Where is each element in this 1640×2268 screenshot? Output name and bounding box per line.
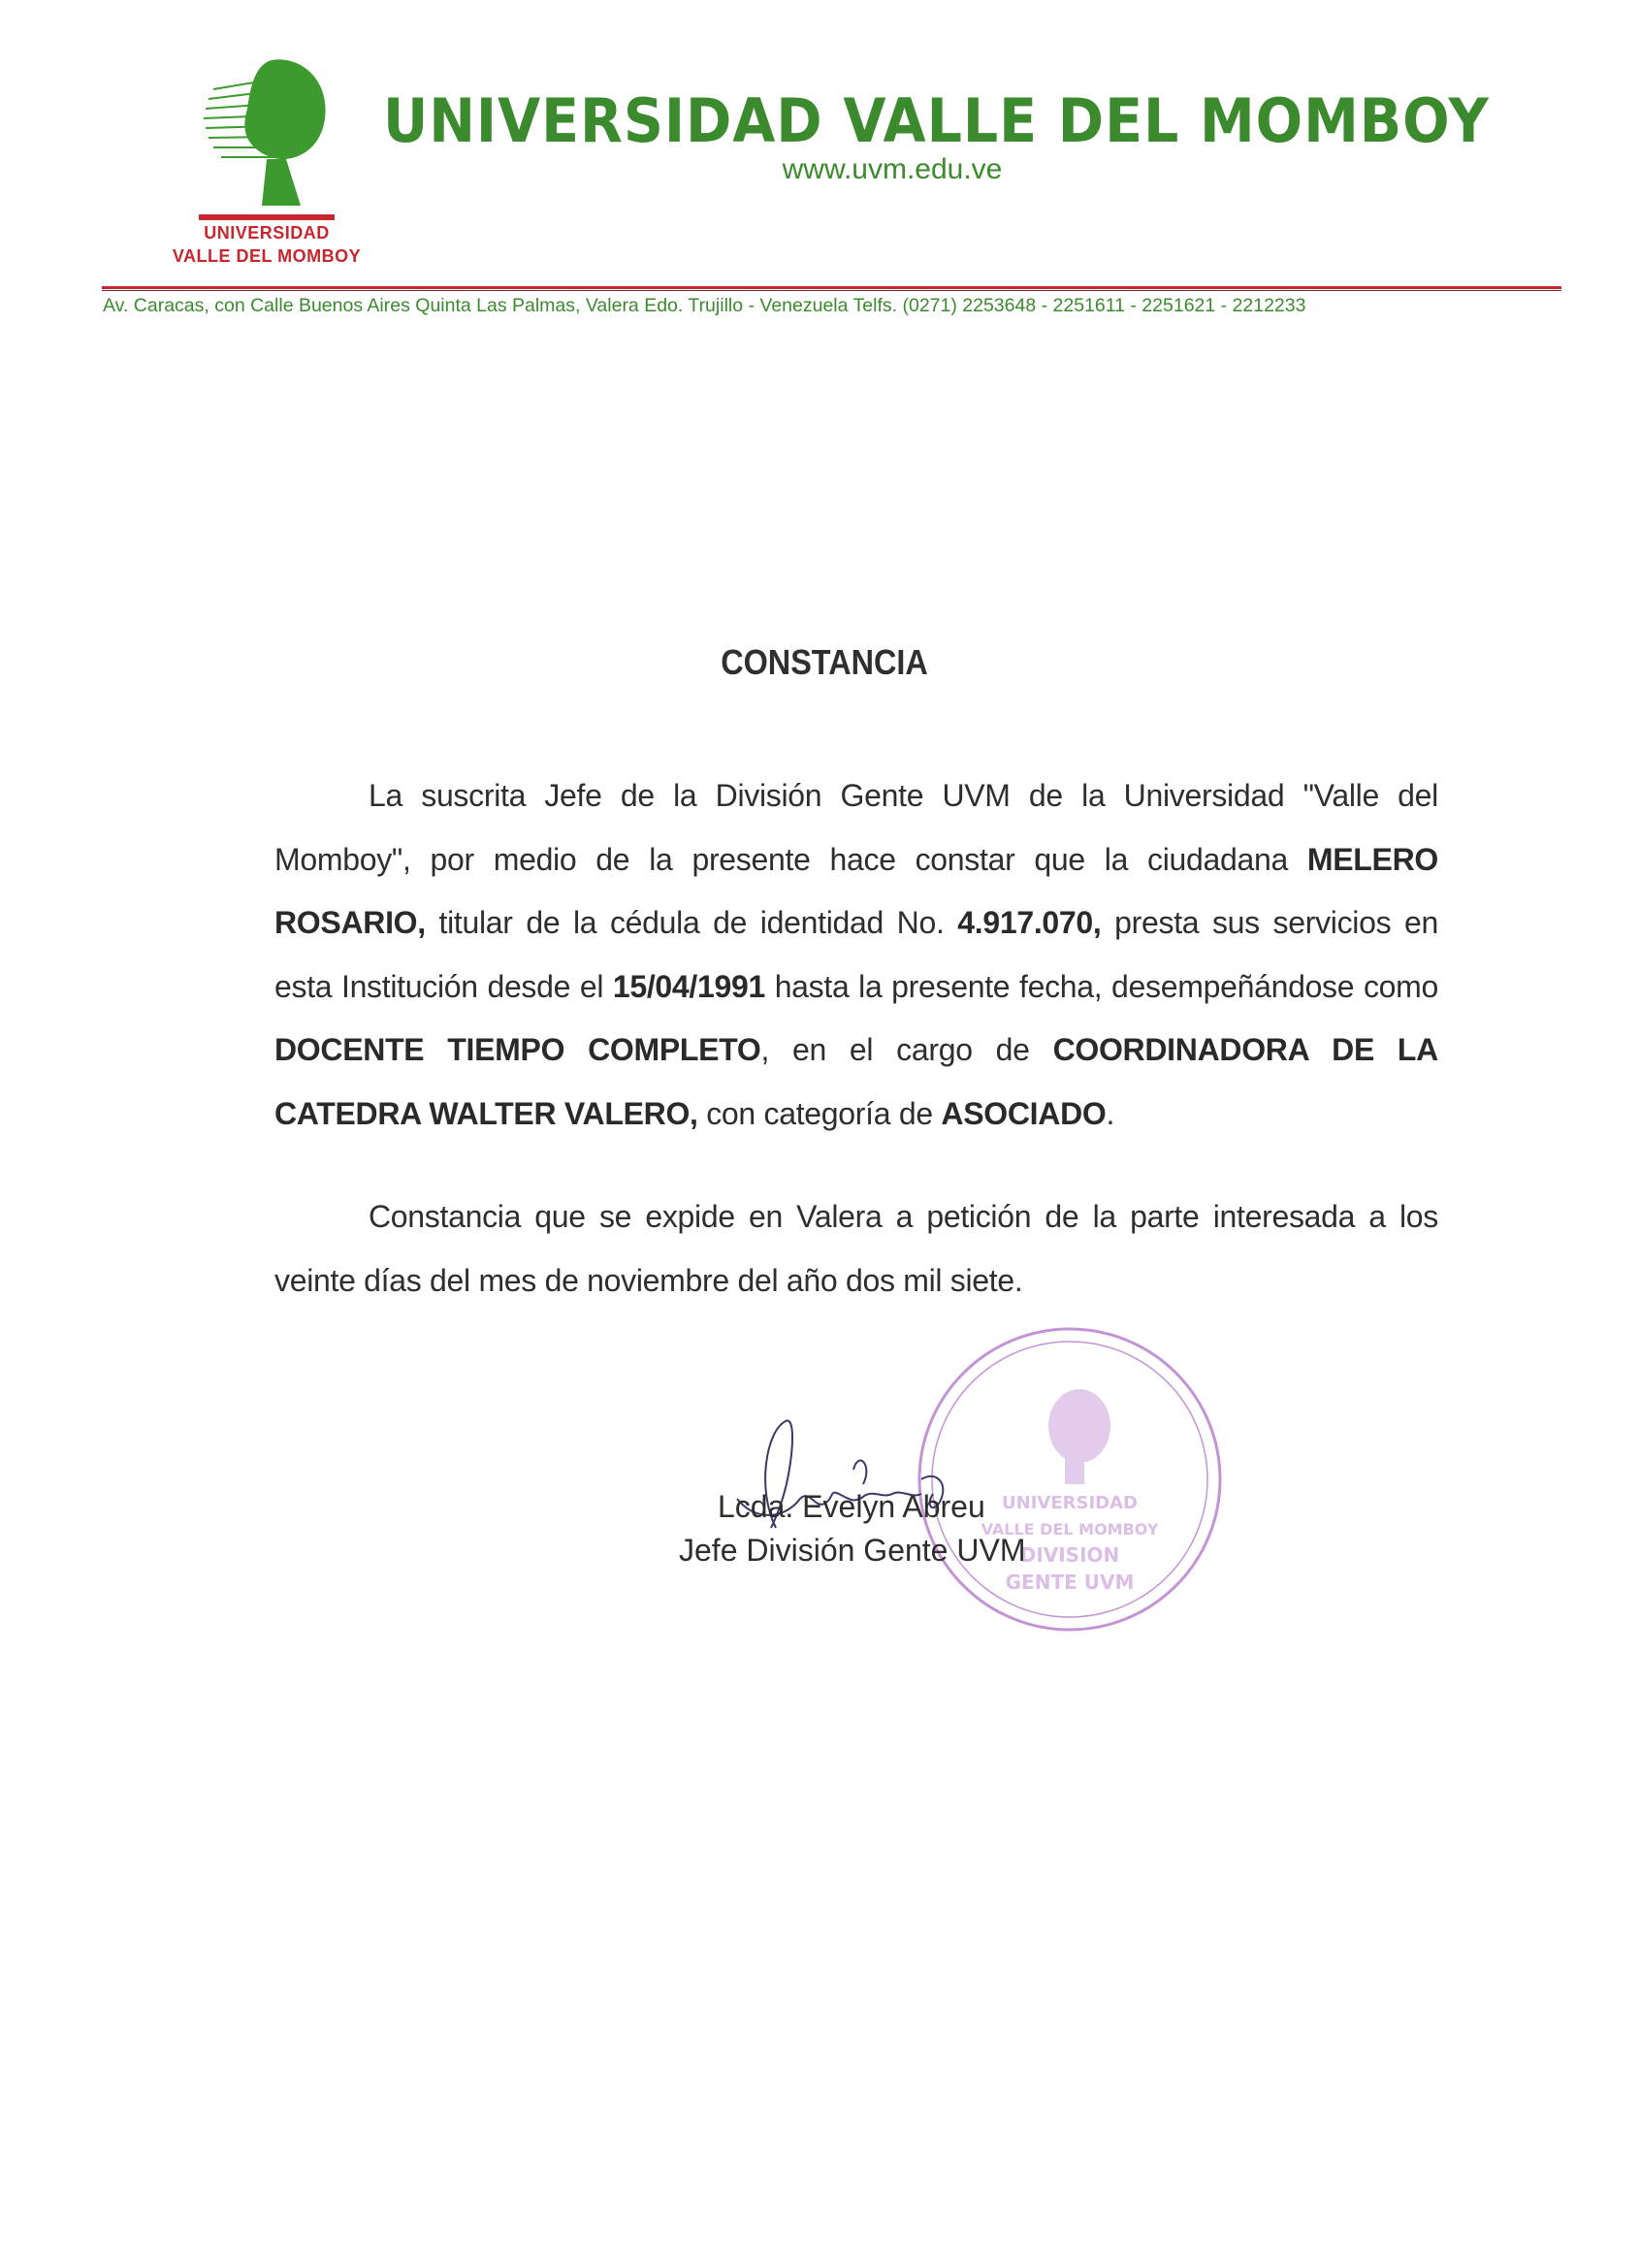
handwritten-signature (718, 1411, 970, 1547)
university-logo-tree-icon (194, 50, 339, 215)
text-run: . (1106, 1095, 1115, 1131)
category: ASOCIADO (941, 1095, 1107, 1131)
body-paragraph-2 (274, 1185, 1438, 1312)
text-run: hasta la presente fecha, desempeñándose como (765, 968, 1438, 1004)
document-title: CONSTANCIA (721, 642, 928, 682)
text-run: Constancia que se expide en Valera a petición de la parte interesada a los (369, 1199, 1438, 1234)
id-number: 4.917.070, (957, 905, 1102, 940)
paragraph-line (274, 1083, 1438, 1147)
university-name: UNIVERSIDAD VALLE DEL MOMBOY (383, 85, 1490, 156)
paragraph-line (274, 891, 1438, 956)
position-title: COORDINADORA DE LA (1052, 1032, 1438, 1067)
header-rule-thin (102, 290, 1561, 291)
start-date: 15/04/1991 (612, 968, 765, 1004)
header-rule (102, 286, 1561, 289)
employee-surname: MELERO (1306, 841, 1438, 877)
text-run: , en el cargo de (760, 1032, 1053, 1067)
logo-caption (136, 221, 398, 268)
logo-caption-line2: VALLE DEL MOMBOY (172, 246, 362, 266)
paragraph-line (274, 1249, 1438, 1313)
logo-underline (199, 214, 335, 220)
employment-type: DOCENTE TIEMPO COMPLETO (274, 1032, 761, 1067)
signatory-role: Jefe División Gente UVM (679, 1533, 1026, 1568)
paragraph-line (274, 828, 1438, 892)
text-run: veinte días del mes de noviembre del año dos mil siete. (274, 1262, 1023, 1298)
text-run: esta Institución desde el (274, 968, 613, 1004)
employee-name: ROSARIO, (274, 905, 426, 940)
paragraph-line (274, 1185, 1438, 1249)
position-title-cont: CATEDRA WALTER VALERO, (274, 1095, 698, 1131)
text-run: La suscrita Jefe de la División Gente UVM de la Universidad "Valle del (369, 778, 1438, 813)
university-website: www.uvm.edu.ve (782, 153, 1003, 185)
text-run: Momboy", por medio de la presente hace constar que la ciudadana (274, 841, 1307, 877)
stamp-text-2: VALLE DEL MOMBOY (981, 1520, 1159, 1539)
paragraph-line (274, 1019, 1438, 1083)
text-run: presta sus servicios en (1101, 905, 1438, 940)
text-run: titular de la cédula de identidad No. (425, 905, 958, 940)
signatory-name: Lcda. Evelyn Abreu (718, 1489, 985, 1524)
paragraph-line (274, 764, 1438, 828)
stamp-text-4: GENTE UVM (1005, 1571, 1135, 1594)
logo-caption-line1: UNIVERSIDAD (204, 223, 330, 243)
stamp-text-3: DIVISION (1019, 1543, 1120, 1567)
university-address: Av. Caracas, con Calle Buenos Aires Quinta Las Palmas, Valera Edo. Trujillo - Venezuela Telfs. (0271) 2253648 - 2251611 - 2251621 - 2212233 (103, 295, 1306, 316)
stamp-text-1: UNIVERSIDAD (1002, 1493, 1138, 1513)
body-paragraph-1 (274, 764, 1438, 1146)
paragraph-line (274, 956, 1438, 1020)
text-run: con categoría de (697, 1095, 942, 1131)
